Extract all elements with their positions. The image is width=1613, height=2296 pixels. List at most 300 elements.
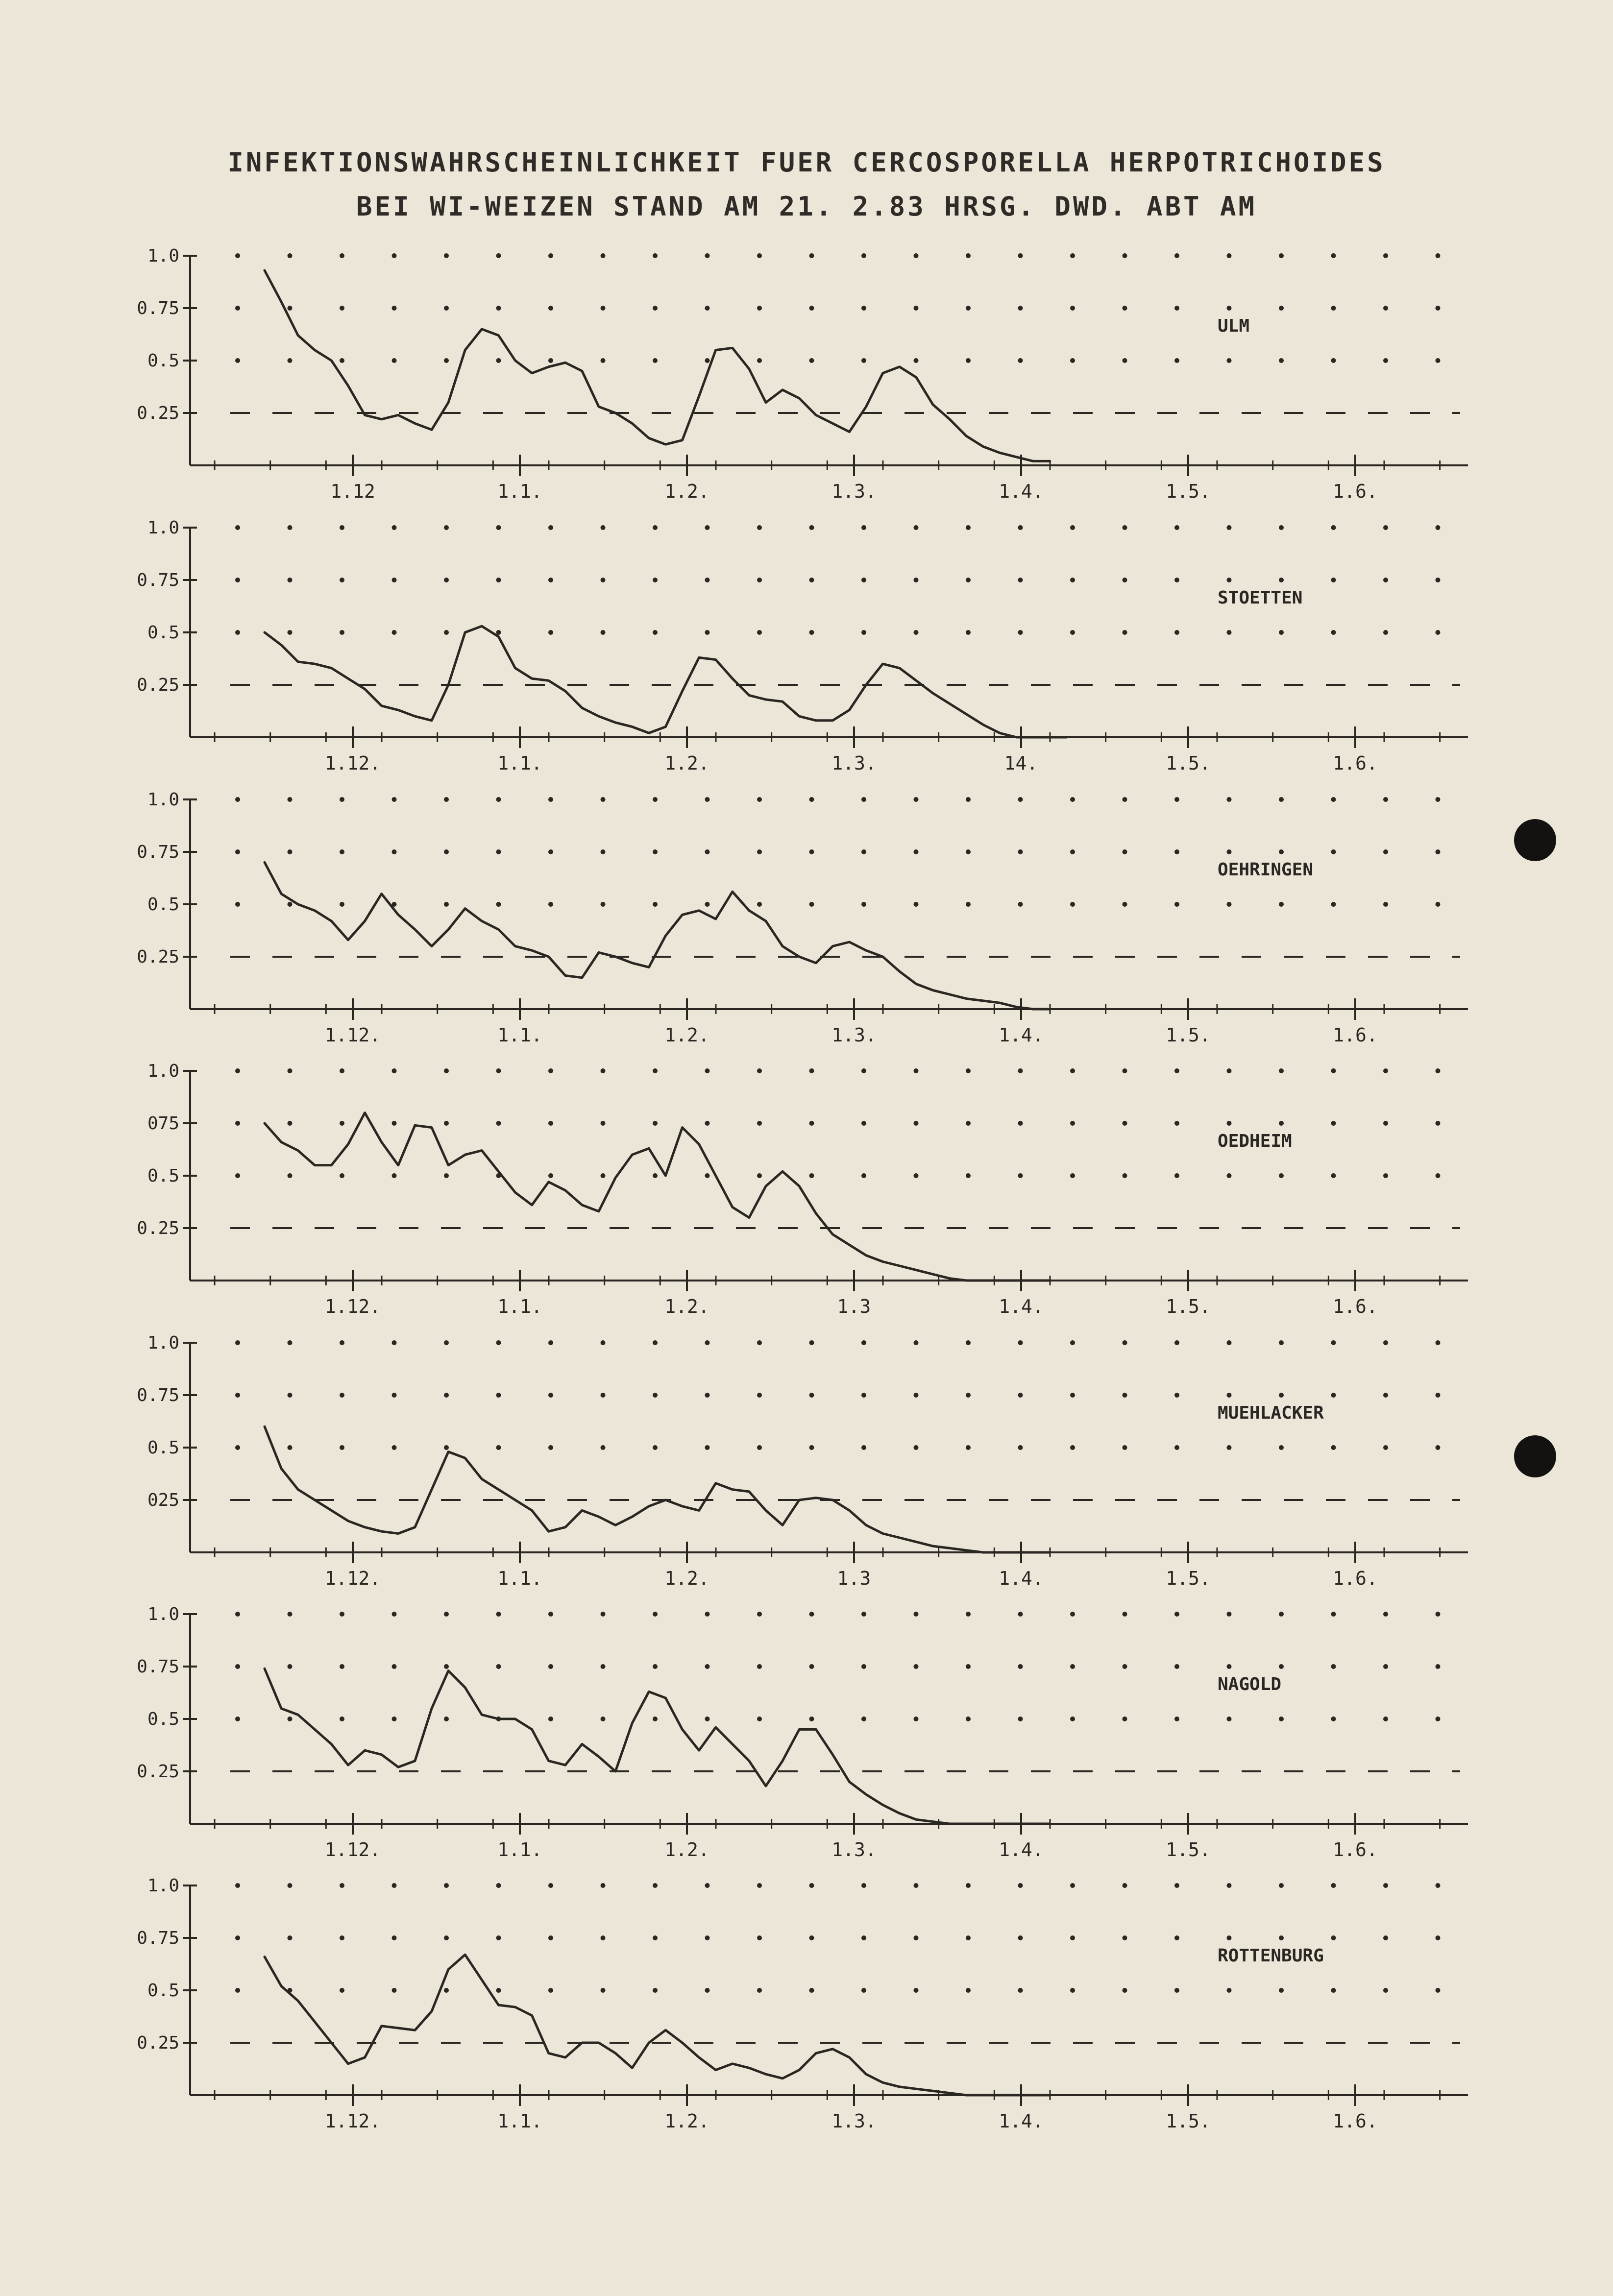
grid-dot [392, 1612, 397, 1617]
grid-dot [1227, 797, 1232, 802]
grid-dot [601, 306, 606, 311]
grid-dot [966, 630, 971, 635]
grid-dot [548, 358, 553, 363]
grid-dot [1331, 525, 1336, 530]
grid-dot [235, 902, 240, 907]
grid-dot [809, 902, 814, 907]
grid-dot [1279, 1883, 1284, 1888]
grid-dot [340, 849, 344, 854]
grid-dot [966, 578, 971, 582]
grid-dot [601, 797, 606, 802]
grid-dot [1070, 358, 1075, 363]
grid-dot [966, 306, 971, 311]
y-tick-label: 0.5 [147, 1438, 179, 1458]
grid-dot [914, 849, 919, 854]
x-tick-label: 1.3. [831, 752, 877, 774]
grid-dot [1383, 797, 1388, 802]
grid-dot [1018, 1068, 1023, 1073]
grid-dot [1279, 902, 1284, 907]
grid-dot [809, 578, 814, 582]
grid-dot [288, 1716, 293, 1721]
grid-dot [340, 1883, 344, 1888]
grid-dot [496, 1664, 501, 1669]
grid-dot [392, 1445, 397, 1450]
grid-dot [966, 1340, 971, 1345]
grid-dot [1331, 1664, 1336, 1669]
grid-dot [1279, 1988, 1284, 1993]
grid-dot [861, 849, 866, 854]
grid-dot [1227, 578, 1232, 582]
grid-dot [1227, 253, 1232, 258]
grid-dot [861, 1445, 866, 1450]
grid-dot [966, 1393, 971, 1398]
y-tick-label: 0.25 [137, 1218, 179, 1238]
grid-dot [392, 630, 397, 635]
station-label: MUEHLACKER [1218, 1403, 1324, 1423]
grid-dot [1383, 306, 1388, 311]
grid-dot [601, 1393, 606, 1398]
grid-dot [757, 253, 762, 258]
grid-dot [601, 253, 606, 258]
grid-dot [496, 1935, 501, 1940]
grid-dot [496, 902, 501, 907]
grid-dot [757, 306, 762, 311]
grid-dot [914, 253, 919, 258]
grid-dot [444, 1173, 449, 1178]
grid-dot [705, 1340, 710, 1345]
grid-dot [235, 1340, 240, 1345]
grid-dot [966, 1935, 971, 1940]
x-tick-label: 1.5. [1166, 1568, 1211, 1589]
grid-dot [1331, 306, 1336, 311]
grid-dot [1174, 1612, 1179, 1617]
grid-dot [1279, 306, 1284, 311]
grid-dot [705, 525, 710, 530]
grid-dot [1018, 1716, 1023, 1721]
grid-dot [1331, 1445, 1336, 1450]
grid-dot [444, 1445, 449, 1450]
y-tick-label: 0.75 [137, 1928, 179, 1948]
grid-dot [1279, 1068, 1284, 1073]
grid-dot [601, 1445, 606, 1450]
grid-dot [757, 578, 762, 582]
grid-dot [914, 1664, 919, 1669]
grid-dot [444, 1664, 449, 1669]
grid-dot [1018, 358, 1023, 363]
grid-dot [653, 1612, 658, 1617]
grid-dot [861, 1664, 866, 1669]
grid-dot [1174, 1445, 1179, 1450]
grid-dot [392, 1935, 397, 1940]
x-tick-label: 1.1. [497, 481, 542, 502]
grid-dot [966, 1716, 971, 1721]
grid-dot [653, 1445, 658, 1450]
grid-dot [1331, 358, 1336, 363]
grid-dot [1331, 1340, 1336, 1345]
grid-dot [496, 630, 501, 635]
grid-dot [288, 1664, 293, 1669]
grid-dot [235, 1935, 240, 1940]
grid-dot [288, 1612, 293, 1617]
grid-dot [1436, 1716, 1441, 1721]
grid-dot [966, 1612, 971, 1617]
y-tick-label: 0.5 [147, 1166, 179, 1186]
grid-dot [809, 253, 814, 258]
grid-dot [1123, 253, 1127, 258]
grid-dot [705, 1935, 710, 1940]
grid-dot [966, 1173, 971, 1178]
grid-dot [1227, 1883, 1232, 1888]
grid-dot [288, 1393, 293, 1398]
x-tick-label: 1.6. [1333, 2110, 1378, 2132]
grid-dot [757, 1935, 762, 1940]
grid-dot [1018, 306, 1023, 311]
grid-dot [861, 1935, 866, 1940]
grid-dot [1070, 578, 1075, 582]
grid-dot [653, 902, 658, 907]
x-tick-label: 1.1. [497, 1296, 542, 1317]
x-tick-label: 1.3. [831, 1839, 877, 1861]
grid-dot [705, 306, 710, 311]
x-tick-label: 14. [1004, 752, 1038, 774]
grid-dot [705, 578, 710, 582]
grid-dot [1174, 1664, 1179, 1669]
x-tick-label: 1.2. [664, 1839, 709, 1861]
grid-dot [757, 1716, 762, 1721]
grid-dot [914, 902, 919, 907]
grid-dot [340, 253, 344, 258]
grid-dot [1070, 1173, 1075, 1178]
grid-dot [1123, 797, 1127, 802]
grid-dot [1070, 797, 1075, 802]
grid-dot [966, 1445, 971, 1450]
grid-dot [288, 1173, 293, 1178]
grid-dot [1070, 1340, 1075, 1345]
grid-dot [548, 1121, 553, 1126]
grid-dot [1123, 1445, 1127, 1450]
grid-dot [444, 578, 449, 582]
grid-dot [1174, 1121, 1179, 1126]
x-tick-label: 1.12. [324, 752, 381, 774]
grid-dot [340, 1935, 344, 1940]
grid-dot [601, 1121, 606, 1126]
grid-dot [1070, 849, 1075, 854]
grid-dot [861, 1988, 866, 1993]
grid-dot [235, 1988, 240, 1993]
y-tick-label: 1.0 [147, 1604, 179, 1624]
grid-dot [1436, 797, 1441, 802]
grid-dot [340, 1393, 344, 1398]
grid-dot [392, 306, 397, 311]
grid-dot [757, 1612, 762, 1617]
grid-dot [653, 358, 658, 363]
grid-dot [705, 1121, 710, 1126]
grid-dot [340, 1173, 344, 1178]
grid-dot [1123, 1935, 1127, 1940]
grid-dot [1018, 1988, 1023, 1993]
y-tick-label: 025 [147, 1490, 179, 1510]
y-tick-label: 0.75 [137, 298, 179, 318]
grid-dot [914, 358, 919, 363]
grid-dot [1123, 1121, 1127, 1126]
grid-dot [1383, 1716, 1388, 1721]
grid-dot [1070, 630, 1075, 635]
grid-dot [1123, 525, 1127, 530]
grid-dot [1123, 578, 1127, 582]
grid-dot [1174, 1068, 1179, 1073]
grid-dot [1383, 525, 1388, 530]
grid-dot [548, 1173, 553, 1178]
grid-dot [1279, 797, 1284, 802]
x-tick-label: 1.2. [664, 2110, 709, 2132]
grid-dot [1018, 1445, 1023, 1450]
grid-dot [653, 1716, 658, 1721]
y-tick-label: 0.5 [147, 894, 179, 915]
grid-dot [1123, 1612, 1127, 1617]
grid-dot [1279, 1716, 1284, 1721]
grid-dot [757, 902, 762, 907]
y-tick-label: 1.0 [147, 790, 179, 810]
grid-dot [1018, 797, 1023, 802]
grid-dot [1174, 797, 1179, 802]
grid-dot [1018, 1664, 1023, 1669]
grid-dot [392, 1173, 397, 1178]
grid-dot [809, 525, 814, 530]
grid-dot [861, 630, 866, 635]
grid-dot [966, 1068, 971, 1073]
grid-dot [601, 630, 606, 635]
grid-dot [1331, 630, 1336, 635]
grid-dot [757, 1121, 762, 1126]
grid-dot [1383, 630, 1388, 635]
grid-dot [1383, 358, 1388, 363]
grid-dot [809, 1393, 814, 1398]
grid-dot [601, 1988, 606, 1993]
grid-dot [914, 525, 919, 530]
grid-dot [653, 253, 658, 258]
grid-dot [1123, 1883, 1127, 1888]
x-tick-label: 1.1. [497, 1568, 542, 1589]
grid-dot [1383, 1664, 1388, 1669]
grid-dot [1383, 902, 1388, 907]
x-tick-label: 1.2. [664, 1568, 709, 1589]
grid-dot [653, 1173, 658, 1178]
grid-dot [1227, 1340, 1232, 1345]
grid-dot [1070, 1664, 1075, 1669]
grid-dot [861, 1173, 866, 1178]
station-label: STOETTEN [1218, 588, 1303, 608]
grid-dot [1383, 1612, 1388, 1617]
grid-dot [1331, 1935, 1336, 1940]
grid-dot [1383, 1340, 1388, 1345]
data-line [265, 626, 1067, 737]
grid-dot [1331, 902, 1336, 907]
x-tick-label: 1.1. [497, 752, 542, 774]
grid-dot [235, 1068, 240, 1073]
x-tick-label: 1.3. [831, 481, 877, 502]
grid-dot [1070, 902, 1075, 907]
grid-dot [653, 1121, 658, 1126]
grid-dot [705, 630, 710, 635]
grid-dot [809, 1883, 814, 1888]
grid-dot [392, 1121, 397, 1126]
grid-dot [1227, 1612, 1232, 1617]
grid-dot [444, 1068, 449, 1073]
grid-dot [1174, 902, 1179, 907]
grid-dot [1123, 1716, 1127, 1721]
grid-dot [1331, 253, 1336, 258]
grid-dot [966, 849, 971, 854]
y-tick-label: 0.75 [137, 1657, 179, 1677]
x-tick-label: 1.2. [664, 752, 709, 774]
grid-dot [1174, 1393, 1179, 1398]
grid-dot [288, 253, 293, 258]
grid-dot [1070, 1935, 1075, 1940]
x-tick-label: 1.6. [1333, 752, 1378, 774]
grid-dot [1174, 1988, 1179, 1993]
grid-dot [809, 306, 814, 311]
grid-dot [757, 849, 762, 854]
grid-dot [1436, 525, 1441, 530]
grid-dot [1018, 849, 1023, 854]
grid-dot [548, 1716, 553, 1721]
grid-dot [548, 1340, 553, 1345]
grid-dot [1070, 253, 1075, 258]
grid-dot [1331, 1393, 1336, 1398]
grid-dot [444, 1935, 449, 1940]
x-tick-label: 1.6. [1333, 1568, 1378, 1589]
grid-dot [548, 1612, 553, 1617]
grid-dot [444, 797, 449, 802]
grid-dot [601, 358, 606, 363]
grid-dot [1123, 306, 1127, 311]
y-tick-label: 1.0 [147, 518, 179, 538]
grid-dot [809, 1716, 814, 1721]
x-tick-label: 1.6. [1333, 481, 1378, 502]
grid-dot [548, 306, 553, 311]
grid-dot [1383, 1121, 1388, 1126]
grid-dot [392, 525, 397, 530]
grid-dot [1436, 849, 1441, 854]
grid-dot [809, 1988, 814, 1993]
grid-dot [1070, 1988, 1075, 1993]
grid-dot [861, 253, 866, 258]
grid-dot [1070, 525, 1075, 530]
grid-dot [1331, 1173, 1336, 1178]
grid-dot [235, 358, 240, 363]
x-tick-label: 1.12. [324, 1568, 381, 1589]
x-tick-label: 1.1. [497, 2110, 542, 2132]
grid-dot [1174, 1883, 1179, 1888]
data-line [265, 862, 1050, 1009]
grid-dot [1383, 578, 1388, 582]
grid-dot [288, 1068, 293, 1073]
grid-dot [861, 578, 866, 582]
grid-dot [1279, 578, 1284, 582]
y-tick-label: 0.75 [137, 570, 179, 590]
grid-dot [601, 1068, 606, 1073]
grid-dot [1123, 1173, 1127, 1178]
grid-dot [444, 1612, 449, 1617]
grid-dot [1018, 1935, 1023, 1940]
grid-dot [1227, 849, 1232, 854]
grid-dot [1331, 849, 1336, 854]
grid-dot [705, 1173, 710, 1178]
x-tick-label: 1.3 [837, 1296, 871, 1317]
grid-dot [444, 1716, 449, 1721]
grid-dot [340, 1445, 344, 1450]
grid-dot [1018, 1612, 1023, 1617]
grid-dot [1227, 1173, 1232, 1178]
grid-dot [705, 1883, 710, 1888]
x-tick-label: 1.4. [999, 1568, 1044, 1589]
grid-dot [548, 902, 553, 907]
grid-dot [1123, 849, 1127, 854]
grid-dot [1279, 1393, 1284, 1398]
x-tick-label: 1.3 [837, 1568, 871, 1589]
grid-dot [1279, 1612, 1284, 1617]
grid-dot [1331, 1988, 1336, 1993]
grid-dot [914, 1883, 919, 1888]
x-tick-label: 1.1. [497, 1839, 542, 1861]
grid-dot [235, 525, 240, 530]
grid-dot [757, 358, 762, 363]
grid-dot [496, 525, 501, 530]
grid-dot [1018, 902, 1023, 907]
grid-dot [1279, 525, 1284, 530]
x-tick-label: 1.1. [497, 1024, 542, 1046]
grid-dot [548, 1068, 553, 1073]
x-tick-label: 1.5. [1166, 1024, 1211, 1046]
grid-dot [1123, 1664, 1127, 1669]
grid-dot [235, 797, 240, 802]
grid-dot [1383, 1445, 1388, 1450]
grid-dot [809, 1445, 814, 1450]
station-label: OEHRINGEN [1218, 860, 1314, 880]
grid-dot [1070, 1716, 1075, 1721]
x-tick-label: 1.4. [999, 1024, 1044, 1046]
grid-dot [1174, 1716, 1179, 1721]
grid-dot [235, 306, 240, 311]
grid-dot [235, 1883, 240, 1888]
grid-dot [1174, 1173, 1179, 1178]
grid-dot [1436, 1121, 1441, 1126]
grid-dot [496, 1883, 501, 1888]
y-tick-label: 0.25 [137, 947, 179, 967]
grid-dot [653, 849, 658, 854]
grid-dot [288, 797, 293, 802]
x-tick-label: 1.5. [1166, 1839, 1211, 1861]
grid-dot [1383, 1173, 1388, 1178]
grid-dot [1174, 849, 1179, 854]
grid-dot [288, 358, 293, 363]
x-tick-label: 1.2. [664, 481, 709, 502]
grid-dot [809, 849, 814, 854]
data-line [265, 1426, 1050, 1552]
grid-dot [601, 1173, 606, 1178]
grid-dot [1436, 1340, 1441, 1345]
grid-dot [392, 1716, 397, 1721]
grid-dot [1123, 358, 1127, 363]
grid-dot [235, 1612, 240, 1617]
grid-dot [809, 1121, 814, 1126]
grid-dot [757, 1173, 762, 1178]
grid-dot [1123, 1068, 1127, 1073]
grid-dot [757, 1988, 762, 1993]
grid-dot [757, 797, 762, 802]
x-tick-label: 1.12. [324, 1839, 381, 1861]
grid-dot [1123, 1340, 1127, 1345]
